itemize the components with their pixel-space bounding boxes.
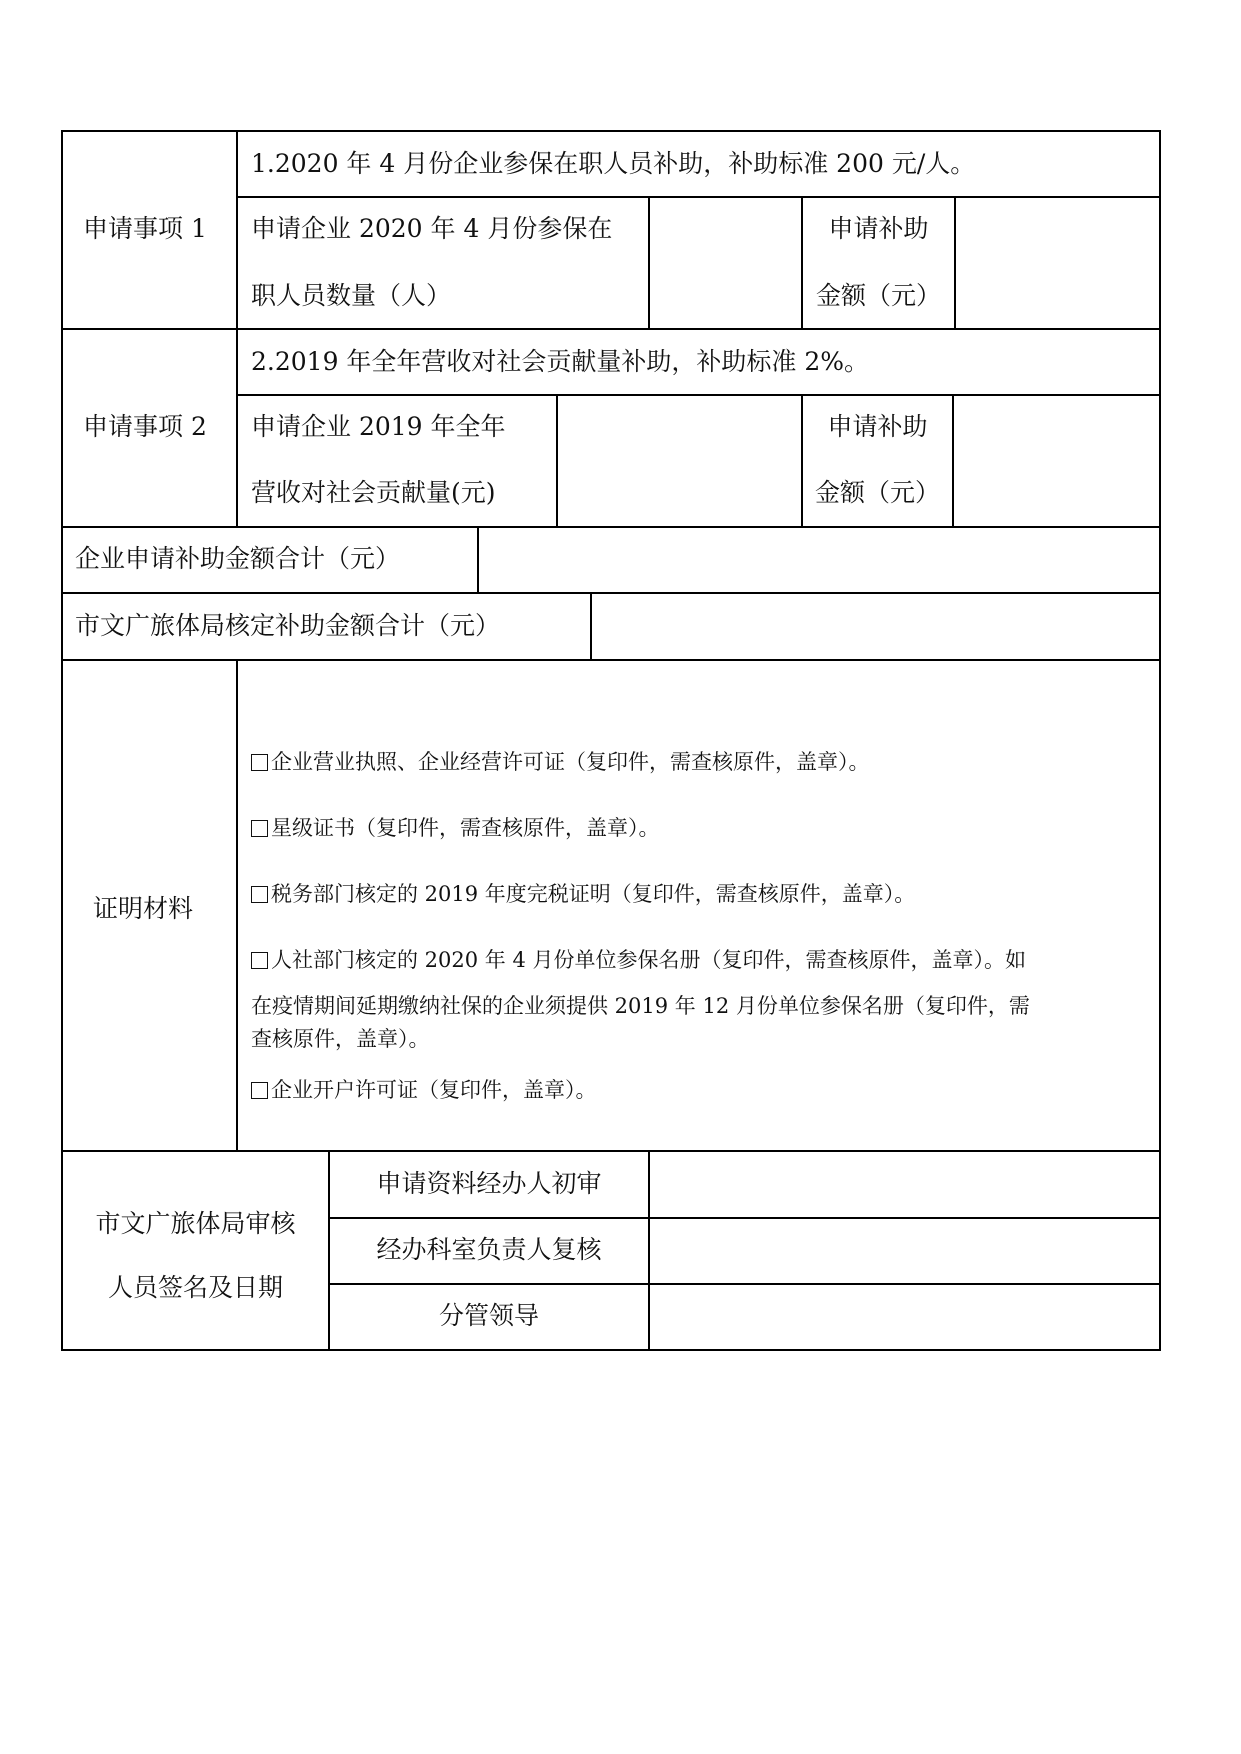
item2-amount-label-line1: 申请补助 xyxy=(827,412,928,441)
row-line xyxy=(61,328,1161,330)
row-line xyxy=(61,1150,1161,1152)
review-row-label: 分管领导 xyxy=(438,1301,539,1330)
table-border-left xyxy=(61,130,63,1351)
materials-label: 证明材料 xyxy=(93,894,194,923)
col-line xyxy=(236,130,238,528)
second-review-signature-input[interactable] xyxy=(652,1221,1157,1281)
checkbox-insurance-roster[interactable] xyxy=(251,952,268,969)
item2-title: 2.2019 年全年营收对社会贡献量补助，补助标准 2%。 xyxy=(251,347,870,376)
row-line xyxy=(236,196,1161,198)
total-applied-label: 企业申请补助金额合计（元） xyxy=(75,544,401,573)
checkbox-tax-certificate[interactable] xyxy=(251,886,268,903)
col-line xyxy=(556,394,558,528)
total-approved-label: 市文广旅体局核定补助金额合计（元） xyxy=(75,611,501,640)
row-line xyxy=(328,1283,1161,1285)
table-border-bottom xyxy=(61,1349,1161,1351)
item1-amount-label-line1: 申请补助 xyxy=(828,214,929,243)
review-label-line1: 市文广旅体局审核 xyxy=(95,1209,296,1238)
item2-label: 申请事项 2 xyxy=(83,412,207,441)
item2-revenue-input[interactable] xyxy=(560,398,799,524)
material-item-continuation: 在疫情期间延期缴纳社保的企业须提供 2019 年 12 月份单位参保名册（复印件，需 xyxy=(251,994,1030,1018)
leader-signature-input[interactable] xyxy=(652,1287,1157,1347)
item2-field-label-line2: 营收对社会贡献量(元) xyxy=(251,478,496,507)
row-line xyxy=(61,592,1161,594)
row-line xyxy=(61,659,1161,661)
item2-field-label-line1: 申请企业 2019 年全年 xyxy=(251,412,506,441)
col-line xyxy=(648,196,650,330)
item1-field-label-line1: 申请企业 2020 年 4 月份参保在 xyxy=(251,214,613,243)
total-approved-input[interactable] xyxy=(594,596,1157,657)
row-line xyxy=(61,526,1161,528)
material-item: 星级证书（复印件，需查核原件，盖章）。 xyxy=(251,815,660,841)
item1-label: 申请事项 1 xyxy=(83,214,207,243)
table-border-right xyxy=(1159,130,1161,1351)
row-line xyxy=(328,1217,1161,1219)
col-line xyxy=(236,659,238,1152)
col-line xyxy=(477,526,479,594)
total-applied-input[interactable] xyxy=(481,530,1157,590)
item1-title: 1.2020 年 4 月份企业参保在职人员补助，补助标准 200 元/人。 xyxy=(251,149,976,178)
checkbox-account-permit[interactable] xyxy=(251,1082,268,1099)
item1-field-label-line2: 职人员数量（人） xyxy=(251,281,452,310)
review-row-label: 申请资料经办人初审 xyxy=(376,1169,602,1198)
checkbox-star-certificate[interactable] xyxy=(251,820,268,837)
col-line xyxy=(954,196,956,330)
table-border-top xyxy=(61,130,1161,132)
review-label-line2: 人员签名及日期 xyxy=(107,1273,283,1302)
item1-employee-count-input[interactable] xyxy=(652,200,799,326)
material-item-continuation: 查核原件，盖章）。 xyxy=(251,1027,430,1051)
initial-review-signature-input[interactable] xyxy=(652,1154,1157,1215)
checkbox-business-license[interactable] xyxy=(251,754,268,771)
row-line xyxy=(236,394,1161,396)
col-line xyxy=(952,394,954,528)
review-row-label: 经办科室负责人复核 xyxy=(376,1235,602,1264)
item2-amount-input[interactable] xyxy=(956,398,1157,524)
item1-amount-label-line2: 金额（元） xyxy=(815,281,941,310)
col-line xyxy=(648,1150,650,1351)
item2-amount-label-line2: 金额（元） xyxy=(814,478,940,507)
item1-amount-input[interactable] xyxy=(958,200,1157,326)
material-item: 税务部门核定的 2019 年度完税证明（复印件，需查核原件，盖章）。 xyxy=(251,881,915,907)
material-item: 企业营业执照、企业经营许可证（复印件，需查核原件，盖章）。 xyxy=(251,749,870,775)
col-line xyxy=(590,592,592,661)
material-item: 企业开户许可证（复印件，盖章）。 xyxy=(251,1077,597,1103)
material-item: 人社部门核定的 2020 年 4 月份单位参保名册（复印件，需查核原件，盖章）。如 xyxy=(251,947,1026,973)
